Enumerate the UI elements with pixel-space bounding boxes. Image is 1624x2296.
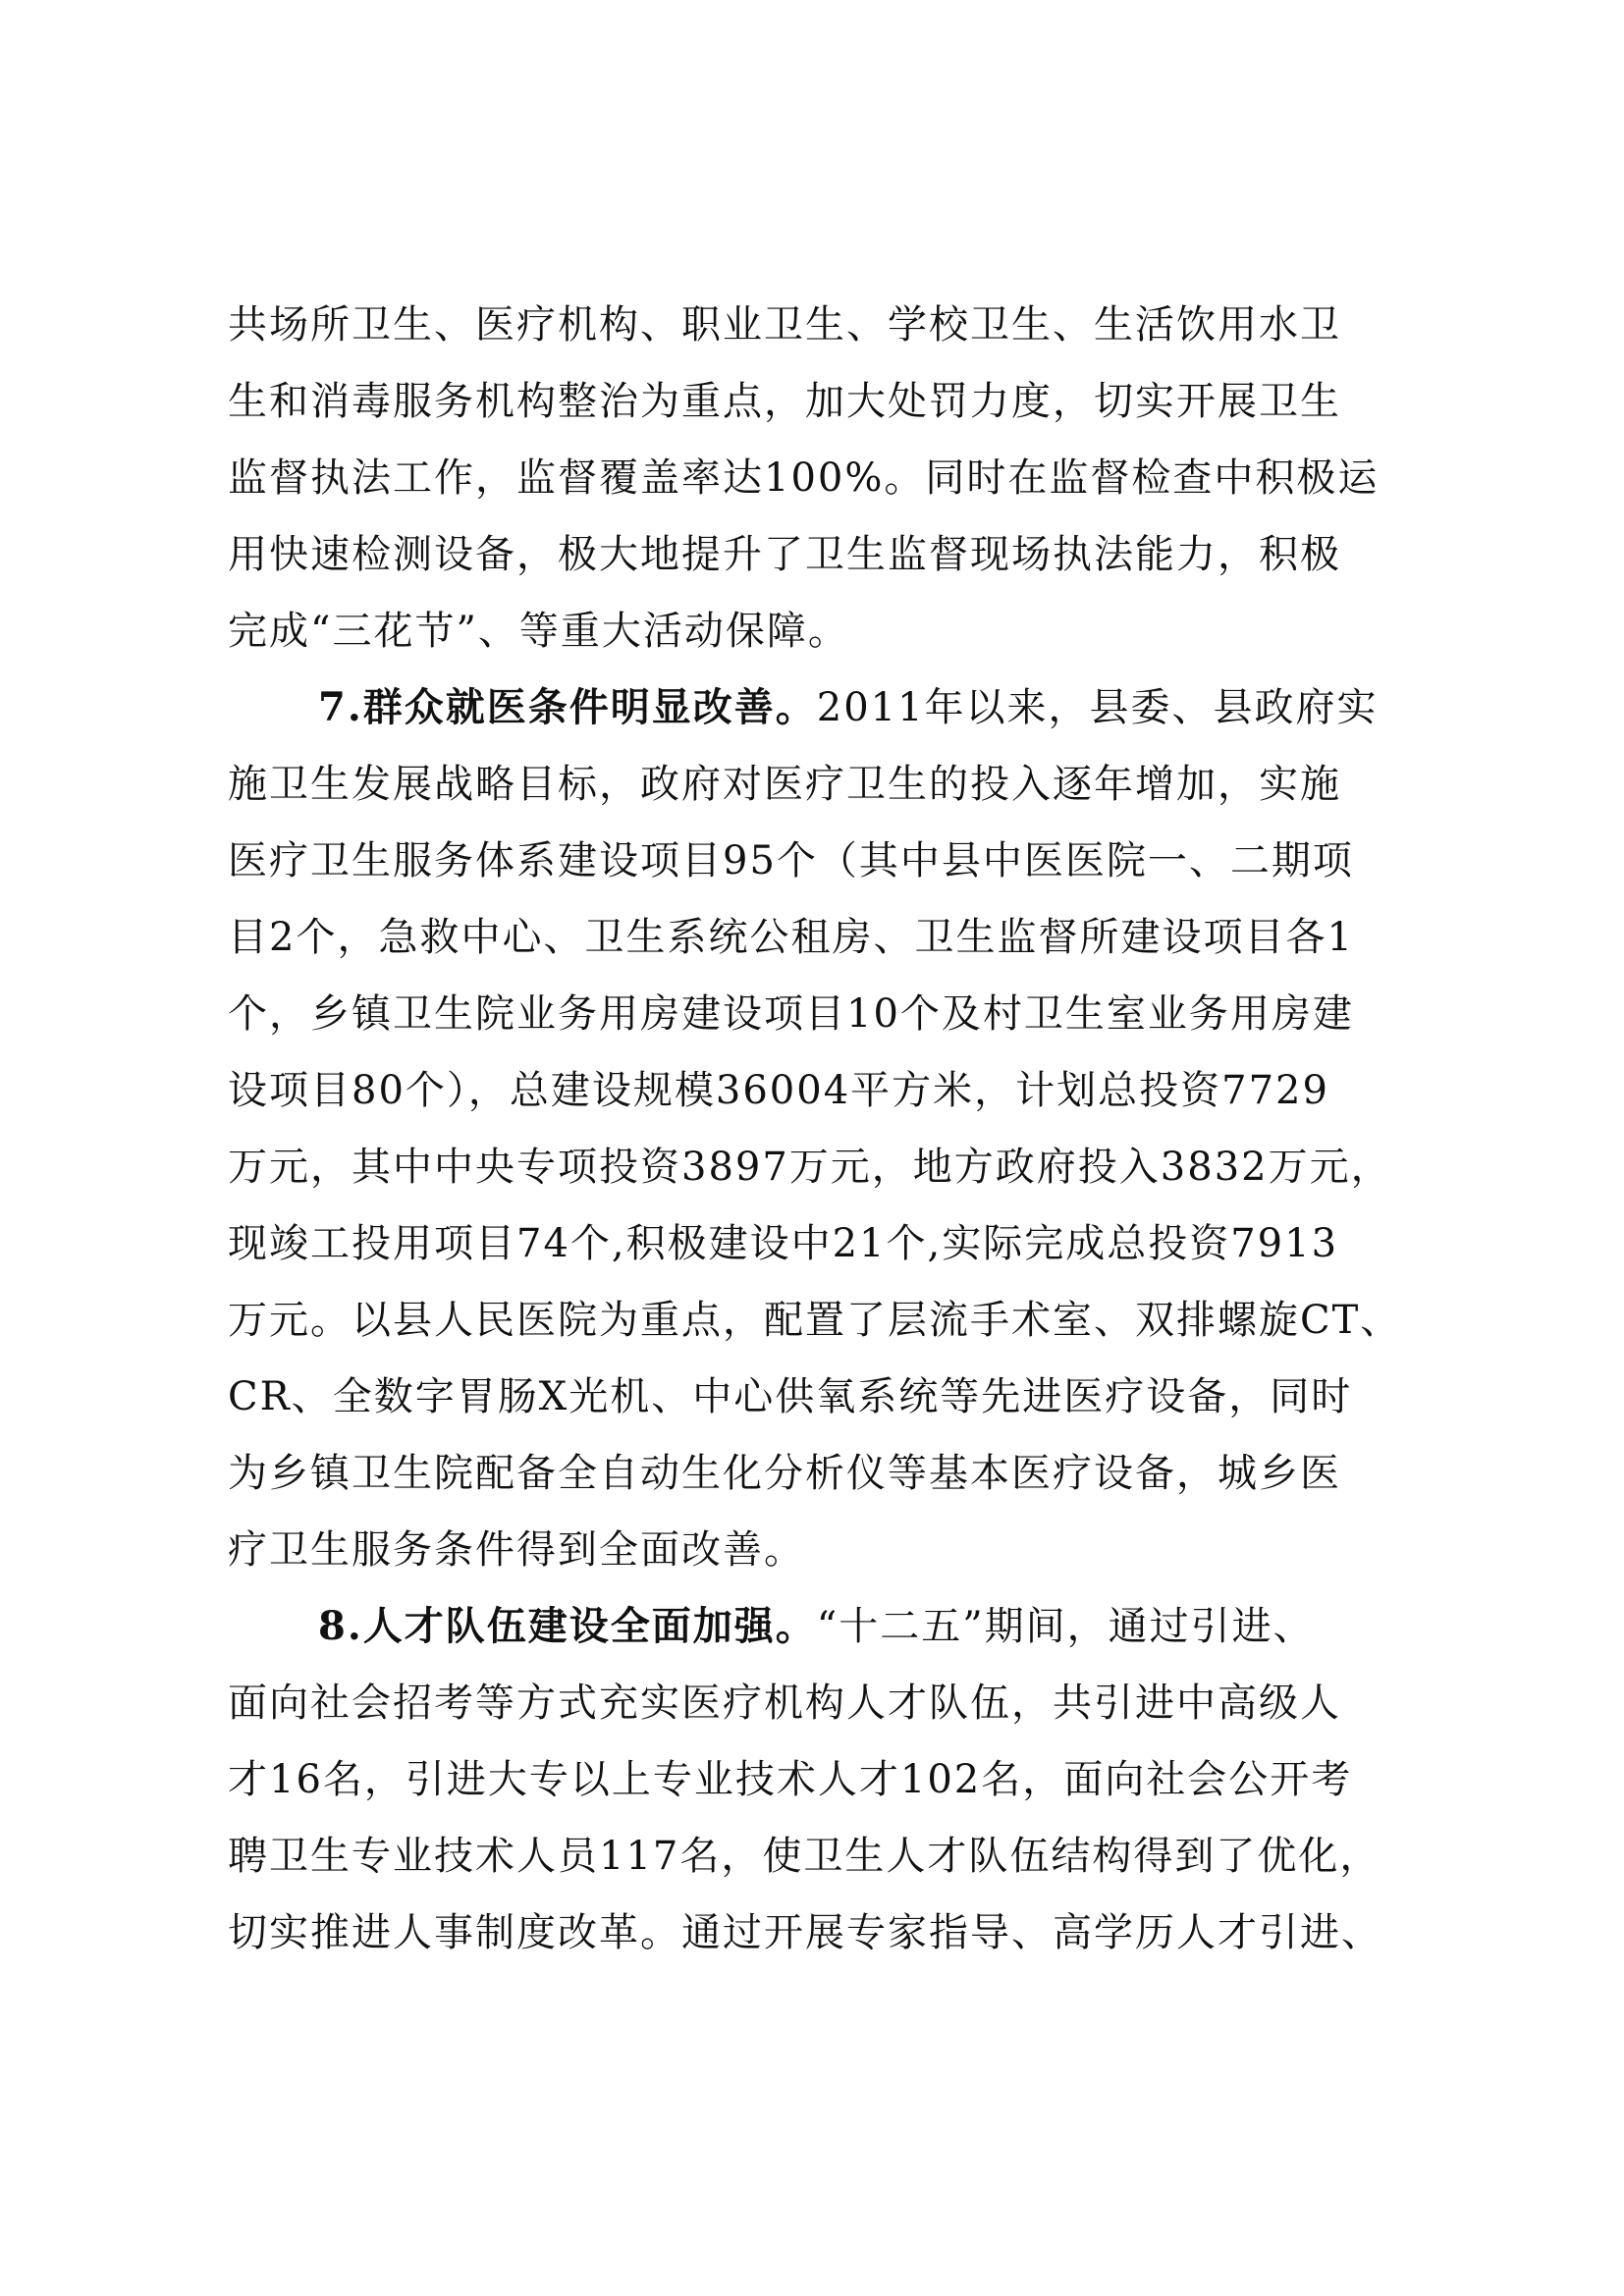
section-first-line bbox=[228, 1588, 1420, 1665]
section-text: “十二五”期间，通过引进、 bbox=[816, 1604, 1315, 1649]
section-heading: 8.人才队伍建设全面加强。 bbox=[318, 1603, 817, 1649]
text-line: 才16名，引进大专以上专业技术人才102名，面向社会公开考 bbox=[228, 1757, 1353, 1802]
document-page bbox=[228, 287, 1420, 1971]
text-line: 切实推进人事制度改革。通过开展专家指导、高学历人才引进、 bbox=[228, 1910, 1382, 1955]
section-text: 2011年以来，县委、县政府实 bbox=[816, 685, 1379, 730]
text-line: 个，乡镇卫生院业务用房建设项目10个及村卫生室业务用房建 bbox=[228, 991, 1354, 1037]
paragraph-section-8 bbox=[228, 1588, 1420, 1971]
text-line: CR、全数字胃肠X光机、中心供氧系统等先进医疗设备，同时 bbox=[228, 1374, 1353, 1419]
text-line: 监督执法工作，监督覆盖率达100%。同时在监督检查中积极运 bbox=[228, 455, 1380, 501]
paragraph-section-7 bbox=[228, 669, 1420, 1588]
text-line: 万元，其中中央专项投资3897万元，地方政府投入3832万元， bbox=[228, 1145, 1392, 1190]
text-line: 设项目80个），总建设规模36004平方米，计划总投资7729 bbox=[228, 1068, 1329, 1113]
text-line: 现竣工投用项目74个,积极建设中21个,实际完成总投资7913 bbox=[228, 1221, 1339, 1266]
section-heading: 7.群众就医条件明显改善。 bbox=[318, 684, 817, 730]
text-line: 为乡镇卫生院配备全自动生化分析仪等基本医疗设备，城乡医 bbox=[228, 1451, 1341, 1496]
section-first-line bbox=[228, 669, 1420, 746]
text-line: 共场所卫生、医疗机构、职业卫生、学校卫生、生活饮用水卫 bbox=[228, 302, 1341, 347]
text-line: 用快速检测设备，极大地提升了卫生监督现场执法能力，积极 bbox=[228, 532, 1341, 577]
text-line: 施卫生发展战略目标，政府对医疗卫生的投入逐年增加，实施 bbox=[228, 762, 1341, 807]
text-line: 聘卫生专业技术人员117名，使卫生人才队伍结构得到了优化， bbox=[228, 1834, 1381, 1879]
text-line: 疗卫生服务条件得到全面改善。 bbox=[228, 1527, 805, 1573]
text-line: 医疗卫生服务体系建设项目95个（其中县中医医院一、二期项 bbox=[228, 838, 1354, 883]
text-line: 目2个，急救中心、卫生系统公租房、卫生监督所建设项目各1 bbox=[228, 915, 1354, 960]
text-line: 万元。以县人民医院为重点，配置了层流手术室、双排螺旋CT、 bbox=[228, 1298, 1402, 1343]
text-line: 完成“三花节”、等重大活动保障。 bbox=[228, 609, 849, 654]
text-line: 面向社会招考等方式充实医疗机构人才队伍，共引进中高级人 bbox=[228, 1681, 1341, 1726]
text-line: 生和消毒服务机构整治为重点，加大处罚力度，切实开展卫生 bbox=[228, 379, 1341, 424]
paragraph-supervision bbox=[228, 287, 1420, 669]
